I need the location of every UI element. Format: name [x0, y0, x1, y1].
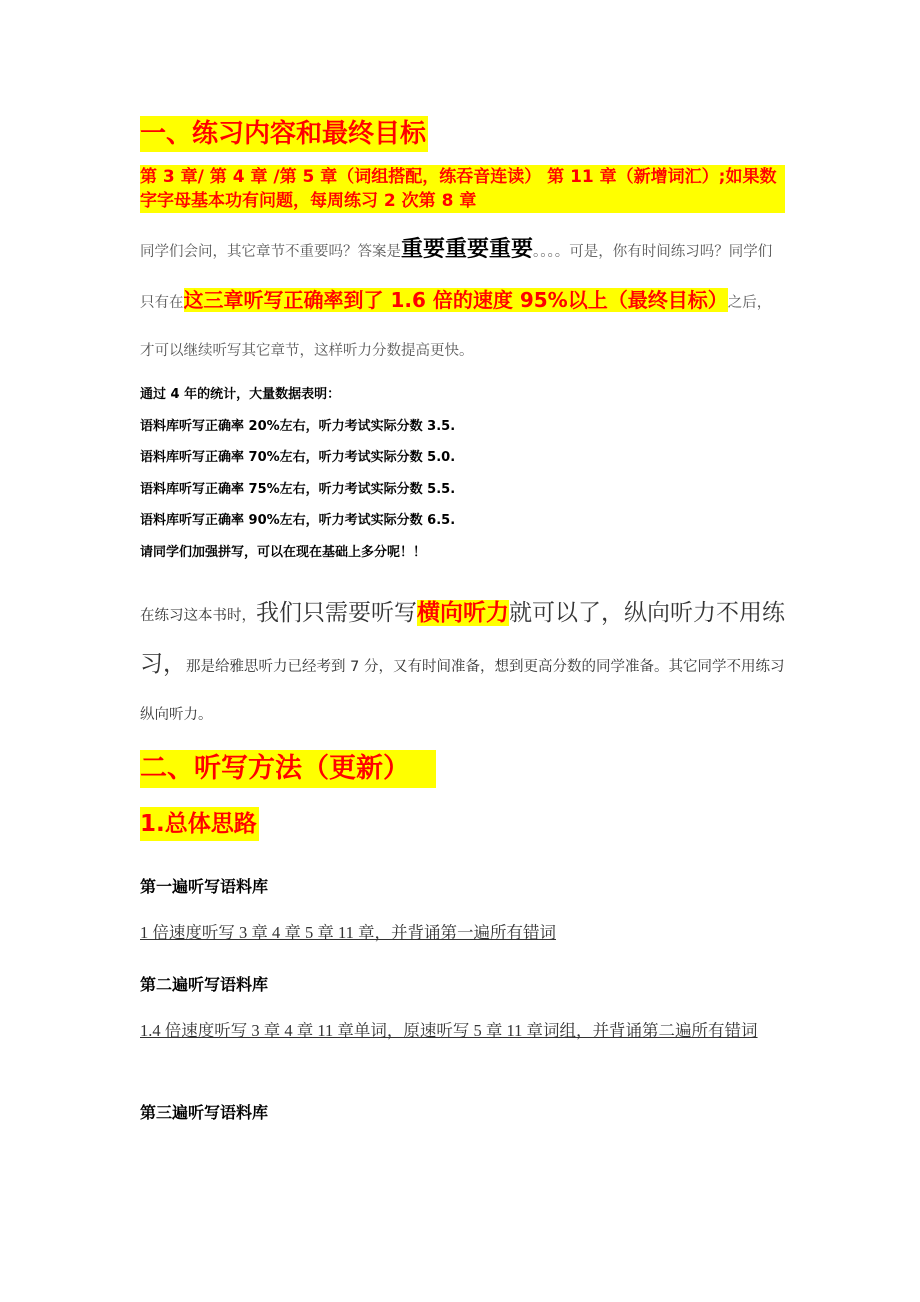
stats-line: 请同学们加强拼写，可以在现在基础上多分呢！！ [140, 544, 427, 560]
practice-emphasis-b: 我们只需要听写 [256, 600, 417, 626]
section1-heading: 一、练习内容和最终目标 [140, 116, 428, 152]
intro-text-a: 同学们会问，其它章节不重要吗？答案是 [140, 244, 401, 260]
section2-heading: 二、听写方法（更新） [140, 750, 436, 788]
practice-emphasis-d: 就可以了，纵向听力不用练习， [140, 600, 785, 677]
intro-text-c: 。。。。可是，你有时间练习吗？同学们只有在 [140, 244, 773, 311]
stats-line: 语料库听写正确率 90%左右，听力考试实际分数 6.5. [140, 513, 456, 528]
pass-label: 第一遍听写语料库 [140, 877, 269, 896]
stats-line: 通过 4 年的统计，大量数据表明： [140, 387, 341, 402]
practice-text-e: 那是给雅思听力已经考到 7 分，又有时间准备，想到更高分数的同学准备。其它同学不用练习纵向听力。 [140, 659, 785, 723]
practice-paragraph [140, 589, 785, 739]
stats-line: 语料库听写正确率 20%左右，听力考试实际分数 3.5. [140, 418, 456, 434]
statistics-block [140, 379, 785, 568]
practice-text-a: 在练习这本书时， [140, 608, 256, 624]
stats-line: 语料库听写正确率 75%左右，听力考试实际分数 5.5. [140, 481, 456, 497]
pass-label: 第二遍听写语料库 [140, 975, 269, 994]
final-goal-highlight: 这三章听写正确率到了 1.6 倍的速度 95%以上（最终目标） [183, 288, 728, 312]
pass-task: 1 倍速度听写 3 章 4 章 5 章 11 章，并背诵第一遍所有错词 [140, 923, 557, 942]
chapter-list: 第 3 章/ 第 4 章 /第 5 章（词组搭配，练吞音连读） 第 11 章（新增词汇）;如果数字字母基本功有问题，每周练习 2 次第 8 章 [140, 165, 785, 213]
intro-paragraph [140, 226, 785, 375]
stats-line: 语料库听写正确率 70%左右，听力考试实际分数 5.0. [140, 450, 456, 465]
horizontal-listening-highlight: 横向听力 [417, 600, 509, 626]
pass-label: 第三遍听写语料库 [140, 1103, 269, 1122]
overall-approach-heading: 1.总体思路 [140, 807, 259, 841]
important-emphasis: 重要重要重要 [401, 237, 534, 262]
pass-task: 1.4 倍速度听写 3 章 4 章 11 章单词，原速听写 5 章 11 章词组，并背诵第二遍所有错词 [140, 1021, 758, 1040]
intro-text-e: 之后，才可以继续听写其它章节，这样听力分数提高更快。 [140, 295, 772, 359]
